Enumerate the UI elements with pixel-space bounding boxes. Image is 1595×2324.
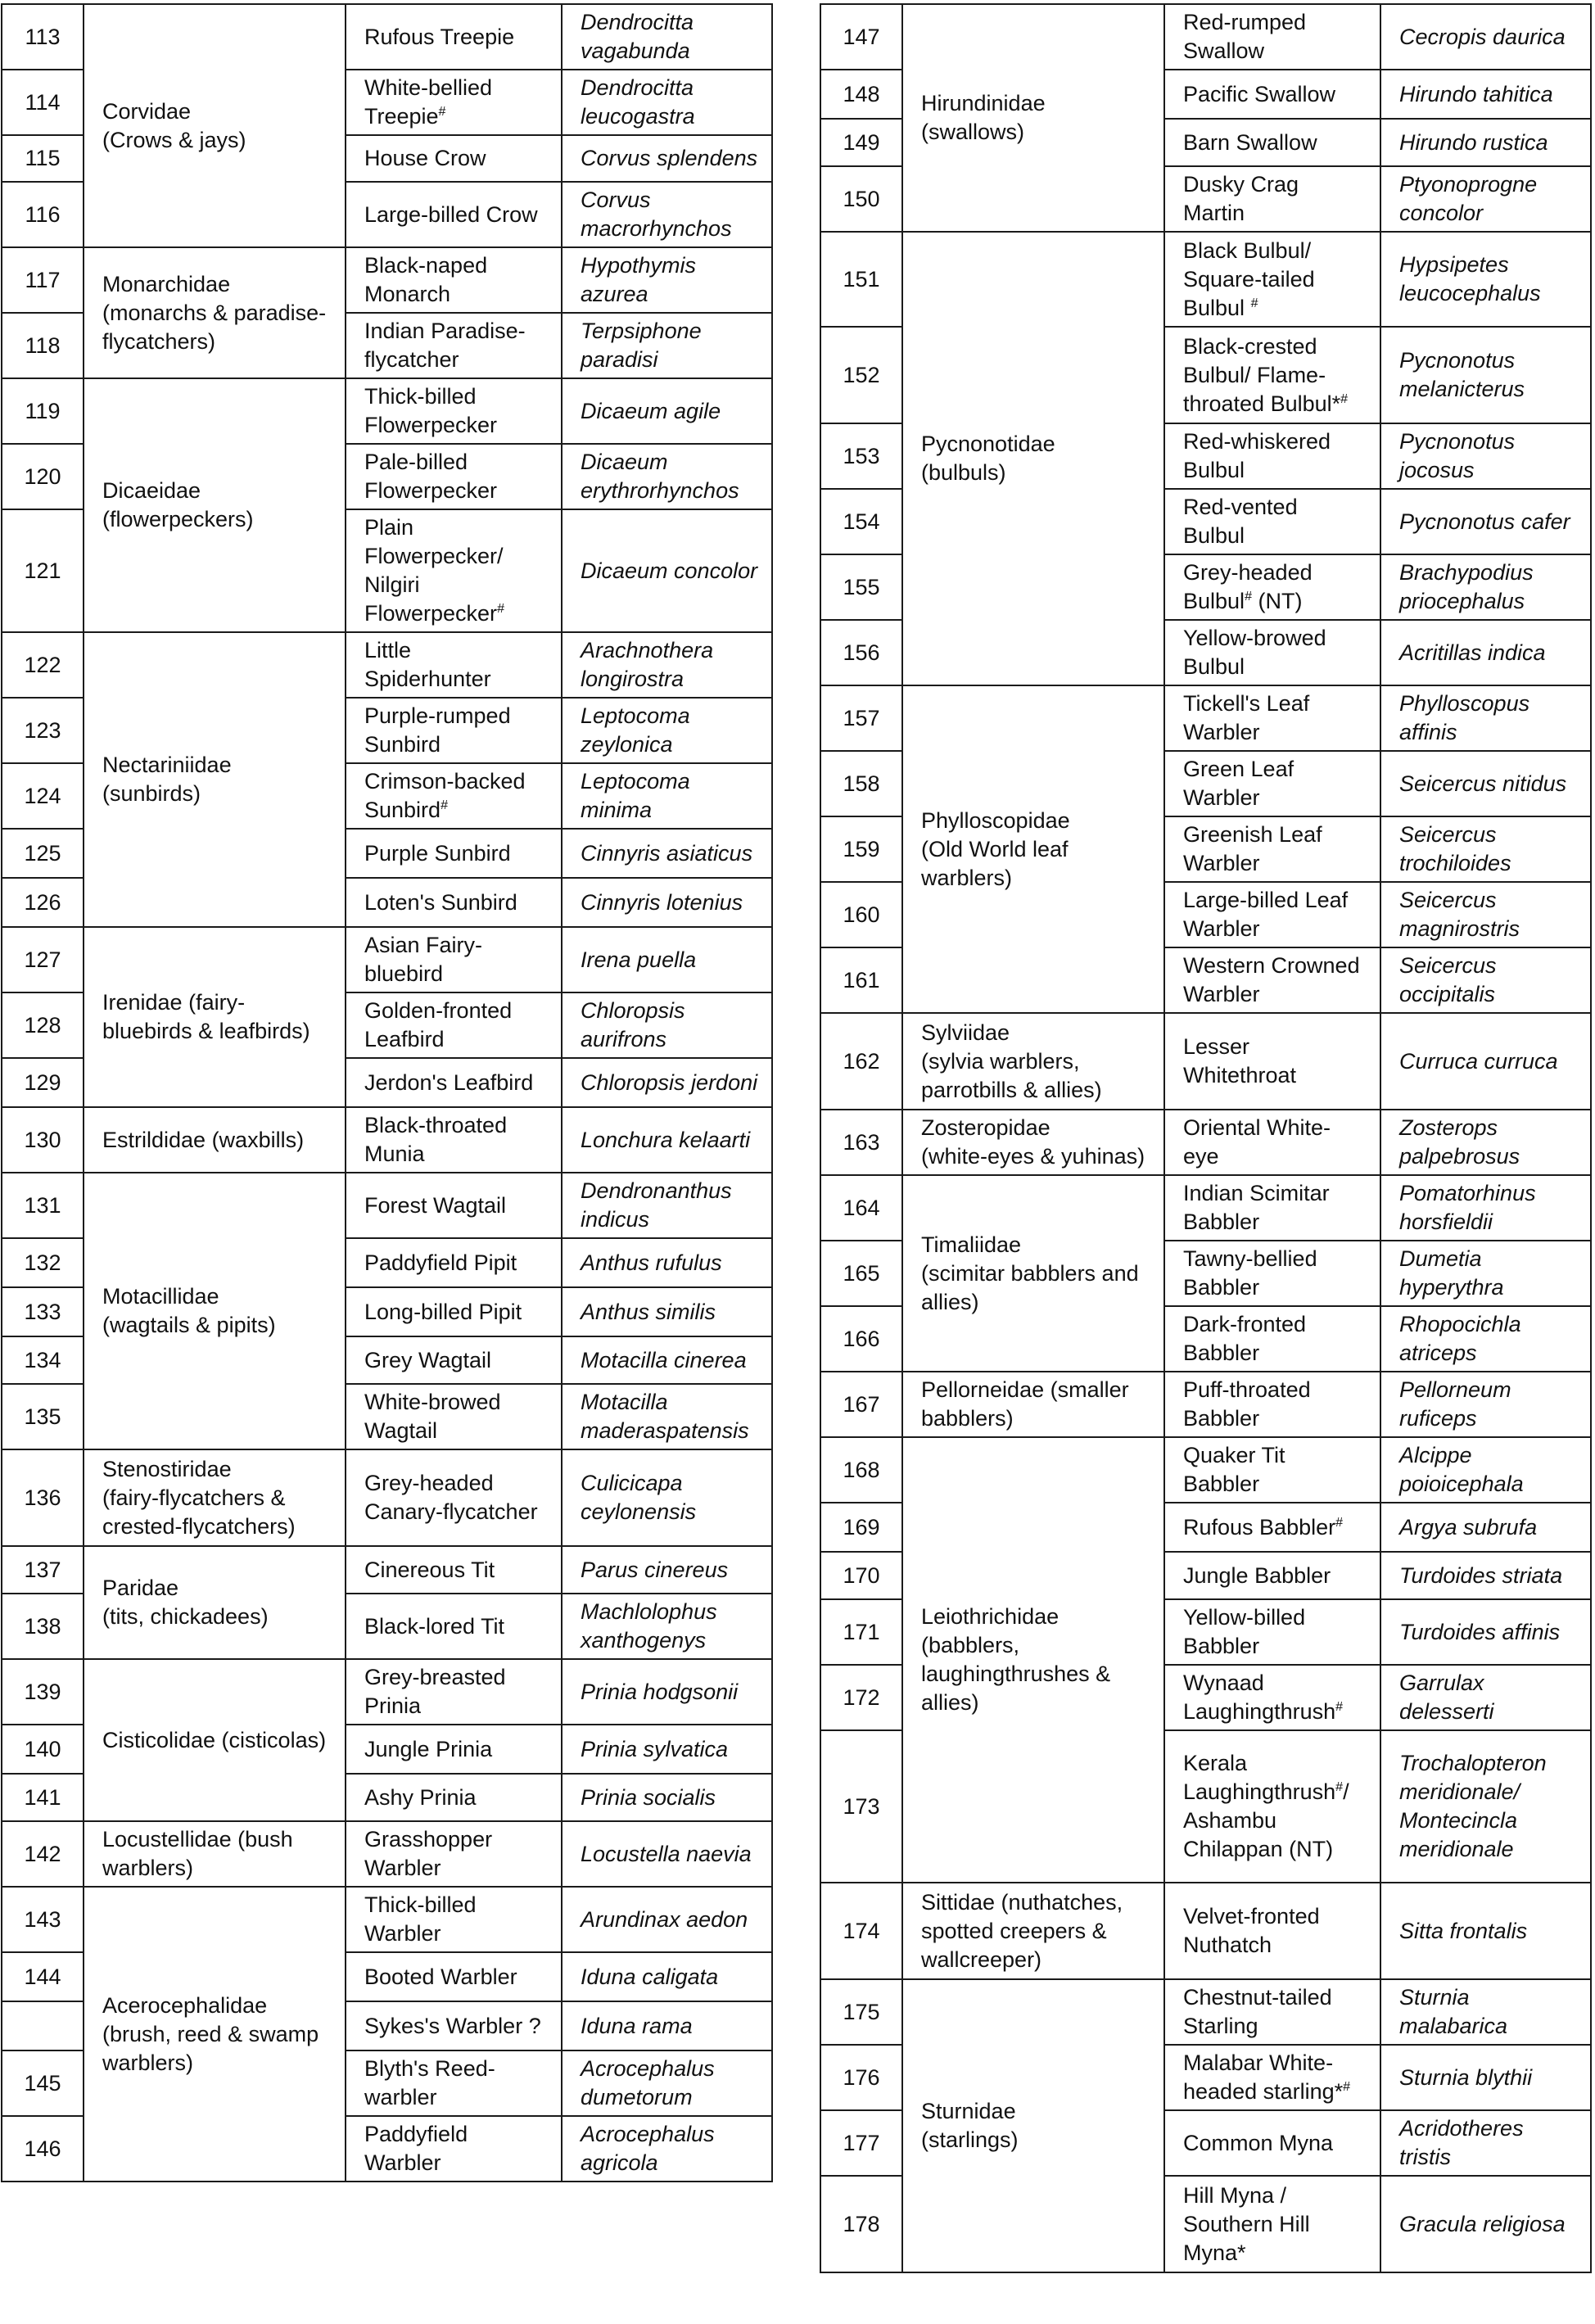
common-name: Booted Warbler <box>346 1952 562 2001</box>
common-name: Sykes's Warbler ? <box>346 2001 562 2050</box>
common-name: Loten's Sunbird <box>346 878 562 927</box>
scientific-name: Curruca curruca <box>1380 1013 1591 1110</box>
species-number: 170 <box>820 1552 902 1599</box>
common-name: Barn Swallow <box>1164 119 1380 166</box>
scientific-name: Lonchura kelaarti <box>562 1107 772 1173</box>
common-name: Plain Flowerpecker/ Nilgiri Flowerpecker# <box>346 509 562 632</box>
common-name: Cinereous Tit <box>346 1546 562 1594</box>
scientific-name: Pycnonotus cafer <box>1380 489 1591 554</box>
common-name: Little Spiderhunter <box>346 632 562 698</box>
scientific-name: Trochalopteron meridionale/ Montecincla meridionale <box>1380 1730 1591 1883</box>
common-name: Black-lored Tit <box>346 1594 562 1659</box>
scientific-name: Sturnia malabarica <box>1380 1979 1591 2045</box>
common-name: Yellow-browed Bulbul <box>1164 620 1380 685</box>
family-name: Sylviidae (sylvia warblers, parrotbills & allies) <box>902 1013 1164 1110</box>
scientific-name: Corvus splendens <box>562 135 772 182</box>
species-number: 126 <box>2 878 84 927</box>
species-number: 145 <box>2 2050 84 2116</box>
common-name: Tawny-bellied Babbler <box>1164 1241 1380 1306</box>
species-number: 177 <box>820 2110 902 2176</box>
scientific-name: Dicaeum concolor <box>562 509 772 632</box>
common-name: Jerdon's Leafbird <box>346 1058 562 1107</box>
scientific-name: Hypsipetes leucocephalus <box>1380 232 1591 327</box>
common-name: House Crow <box>346 135 562 182</box>
scientific-name: Gracula religiosa <box>1380 2176 1591 2272</box>
species-row <box>2 1659 772 1725</box>
common-name: Purple Sunbird <box>346 829 562 878</box>
common-name: Grey Wagtail <box>346 1336 562 1384</box>
scientific-name: Culicicapa ceylonensis <box>562 1449 772 1546</box>
scientific-name: Chloropsis aurifrons <box>562 992 772 1058</box>
scientific-name: Alcippe poioicephala <box>1380 1437 1591 1503</box>
species-number: 141 <box>2 1774 84 1821</box>
species-number: 150 <box>820 166 902 232</box>
common-name: Blyth's Reed- warbler <box>346 2050 562 2116</box>
common-name: Pacific Swallow <box>1164 70 1380 119</box>
species-number: 134 <box>2 1336 84 1384</box>
common-name: Dark-fronted Babbler <box>1164 1306 1380 1372</box>
species-table-right-body <box>820 4 1591 2272</box>
scientific-name: Hypothymis azurea <box>562 247 772 313</box>
scientific-name: Turdoides affinis <box>1380 1599 1591 1665</box>
scientific-name: Iduna caligata <box>562 1952 772 2001</box>
scientific-name: Garrulax delesserti <box>1380 1665 1591 1730</box>
family-name: Paridae (tits, chickadees) <box>84 1546 346 1659</box>
species-number: 167 <box>820 1372 902 1437</box>
common-name: Indian Paradise- flycatcher <box>346 313 562 378</box>
family-name: Acerocephalidae (brush, reed & swamp warblers) <box>84 1887 346 2182</box>
scientific-name: Anthus rufulus <box>562 1238 772 1287</box>
species-number: 166 <box>820 1306 902 1372</box>
species-number: 116 <box>2 182 84 247</box>
common-name: White-bellied Treepie# <box>346 70 562 135</box>
common-name: Forest Wagtail <box>346 1173 562 1238</box>
species-number: 122 <box>2 632 84 698</box>
species-number: 136 <box>2 1449 84 1546</box>
family-name: Pellorneidae (smaller babblers) <box>902 1372 1164 1437</box>
scientific-name: Seicercus trochiloides <box>1380 816 1591 882</box>
species-number: 149 <box>820 119 902 166</box>
common-name: Green Leaf Warbler <box>1164 751 1380 816</box>
species-number: 176 <box>820 2045 902 2110</box>
common-name: Rufous Treepie <box>346 4 562 70</box>
family-name: Stenostiridae (fairy-flycatchers & crested-flycatchers) <box>84 1449 346 1546</box>
species-number: 143 <box>2 1887 84 1952</box>
common-name: Hill Myna / Southern Hill Myna* <box>1164 2176 1380 2272</box>
scientific-name: Dumetia hyperythra <box>1380 1241 1591 1306</box>
common-name: Grey-headed Bulbul# (NT) <box>1164 554 1380 620</box>
common-name: Golden-fronted Leafbird <box>346 992 562 1058</box>
common-name: Jungle Babbler <box>1164 1552 1380 1599</box>
family-name: Monarchidae (monarchs & paradise- flycatchers) <box>84 247 346 378</box>
scientific-name: Rhopocichla atriceps <box>1380 1306 1591 1372</box>
species-number: 118 <box>2 313 84 378</box>
common-name: Large-billed Crow <box>346 182 562 247</box>
common-name: Common Myna <box>1164 2110 1380 2176</box>
scientific-name: Cecropis daurica <box>1380 4 1591 70</box>
common-name: Puff-throated Babbler <box>1164 1372 1380 1437</box>
scientific-name: Locustella naevia <box>562 1821 772 1887</box>
common-name: Velvet-fronted Nuthatch <box>1164 1883 1380 1979</box>
common-name: Red-rumped Swallow <box>1164 4 1380 70</box>
scientific-name: Dendrocitta vagabunda <box>562 4 772 70</box>
common-name: Red-vented Bulbul <box>1164 489 1380 554</box>
species-row <box>820 1013 1591 1110</box>
scientific-name: Anthus similis <box>562 1287 772 1336</box>
family-name: Corvidae (Crows & jays) <box>84 4 346 247</box>
family-name: Motacillidae (wagtails & pipits) <box>84 1173 346 1449</box>
species-row <box>2 4 772 70</box>
common-name: Long-billed Pipit <box>346 1287 562 1336</box>
scientific-name: Argya subrufa <box>1380 1503 1591 1552</box>
scientific-name: Acridotheres tristis <box>1380 2110 1591 2176</box>
common-name: Red-whiskered Bulbul <box>1164 423 1380 489</box>
species-number: 128 <box>2 992 84 1058</box>
scientific-name: Turdoides striata <box>1380 1552 1591 1599</box>
common-name: Grey-breasted Prinia <box>346 1659 562 1725</box>
species-number: 153 <box>820 423 902 489</box>
species-row <box>2 927 772 992</box>
species-row <box>2 378 772 444</box>
family-name: Zosteropidae (white-eyes & yuhinas) <box>902 1110 1164 1175</box>
common-name: Asian Fairy- bluebird <box>346 927 562 992</box>
species-number: 139 <box>2 1659 84 1725</box>
species-number: 151 <box>820 232 902 327</box>
common-name: Ashy Prinia <box>346 1774 562 1821</box>
species-row <box>2 1887 772 1952</box>
scientific-name: Motacilla maderaspatensis <box>562 1384 772 1449</box>
species-row <box>2 632 772 698</box>
common-name: Black-naped Monarch <box>346 247 562 313</box>
scientific-name: Cinnyris asiaticus <box>562 829 772 878</box>
common-name: Tickell's Leaf Warbler <box>1164 685 1380 751</box>
species-number: 130 <box>2 1107 84 1173</box>
common-name: Crimson-backed Sunbird# <box>346 763 562 829</box>
common-name: Jungle Prinia <box>346 1725 562 1774</box>
species-number: 142 <box>2 1821 84 1887</box>
species-number: 117 <box>2 247 84 313</box>
species-number: 162 <box>820 1013 902 1110</box>
species-row <box>820 1437 1591 1503</box>
common-name: Black-throated Munia <box>346 1107 562 1173</box>
family-name: Locustellidae (bush warblers) <box>84 1821 346 1887</box>
common-name: Large-billed Leaf Warbler <box>1164 882 1380 947</box>
common-name: Thick-billed Warbler <box>346 1887 562 1952</box>
scientific-name: Motacilla cinerea <box>562 1336 772 1384</box>
scientific-name: Arachnothera longirostra <box>562 632 772 698</box>
species-number: 154 <box>820 489 902 554</box>
species-number: 148 <box>820 70 902 119</box>
species-number: 132 <box>2 1238 84 1287</box>
common-name: Western Crowned Warbler <box>1164 947 1380 1013</box>
species-row <box>2 1449 772 1546</box>
species-number: 144 <box>2 1952 84 2001</box>
species-row <box>820 1372 1591 1437</box>
family-name: Pycnonotidae (bulbuls) <box>902 232 1164 685</box>
common-name: Paddyfield Warbler <box>346 2116 562 2182</box>
species-number: 119 <box>2 378 84 444</box>
species-number: 161 <box>820 947 902 1013</box>
family-name: Sittidae (nuthatches, spotted creepers & wallcreeper) <box>902 1883 1164 1979</box>
family-name: Cisticolidae (cisticolas) <box>84 1659 346 1821</box>
scientific-name: Hirundo rustica <box>1380 119 1591 166</box>
species-row <box>2 1107 772 1173</box>
scientific-name: Pomatorhinus horsfieldii <box>1380 1175 1591 1241</box>
family-name: Sturnidae (starlings) <box>902 1979 1164 2272</box>
scientific-name: Leptocoma zeylonica <box>562 698 772 763</box>
species-number: 123 <box>2 698 84 763</box>
species-row <box>820 685 1591 751</box>
scientific-name: Prinia socialis <box>562 1774 772 1821</box>
species-row <box>820 1175 1591 1241</box>
scientific-name: Dendronanthus indicus <box>562 1173 772 1238</box>
species-number: 120 <box>2 444 84 509</box>
scientific-name: Corvus macrorhynchos <box>562 182 772 247</box>
species-number: 174 <box>820 1883 902 1979</box>
scientific-name: Acrocephalus agricola <box>562 2116 772 2182</box>
species-row <box>2 1821 772 1887</box>
species-number: 155 <box>820 554 902 620</box>
common-name: Pale-billed Flowerpecker <box>346 444 562 509</box>
species-row <box>820 1883 1591 1979</box>
scientific-name: Ptyonoprogne concolor <box>1380 166 1591 232</box>
species-number: 156 <box>820 620 902 685</box>
species-number: 140 <box>2 1725 84 1774</box>
common-name: Grasshopper Warbler <box>346 1821 562 1887</box>
species-number: 125 <box>2 829 84 878</box>
species-number: 164 <box>820 1175 902 1241</box>
species-table-left <box>1 3 773 2182</box>
scientific-name: Seicercus occipitalis <box>1380 947 1591 1013</box>
family-name: Hirundinidae (swallows) <box>902 4 1164 232</box>
scientific-name: Phylloscopus affinis <box>1380 685 1591 751</box>
species-number: 178 <box>820 2176 902 2272</box>
species-number <box>2 2001 84 2050</box>
species-number: 127 <box>2 927 84 992</box>
species-row <box>820 1979 1591 2045</box>
family-name: Estrildidae (waxbills) <box>84 1107 346 1173</box>
scientific-name: Dendrocitta leucogastra <box>562 70 772 135</box>
scientific-name: Dicaeum erythrorhynchos <box>562 444 772 509</box>
scientific-name: Sitta frontalis <box>1380 1883 1591 1979</box>
species-row <box>2 1173 772 1238</box>
common-name: Kerala Laughingthrush#/ Ashambu Chilappan (NT) <box>1164 1730 1380 1883</box>
species-number: 115 <box>2 135 84 182</box>
scientific-name: Dicaeum agile <box>562 378 772 444</box>
species-row <box>820 232 1591 327</box>
common-name: White-browed Wagtail <box>346 1384 562 1449</box>
family-name: Nectariniidae (sunbirds) <box>84 632 346 927</box>
scientific-name: Leptocoma minima <box>562 763 772 829</box>
family-name: Dicaeidae (flowerpeckers) <box>84 378 346 632</box>
common-name: Quaker Tit Babbler <box>1164 1437 1380 1503</box>
common-name: Lesser Whitethroat <box>1164 1013 1380 1110</box>
common-name: Black Bulbul/ Square-tailed Bulbul # <box>1164 232 1380 327</box>
common-name: Black-crested Bulbul/ Flame- throated Bulbul*# <box>1164 327 1380 423</box>
scientific-name: Parus cinereus <box>562 1546 772 1594</box>
species-row <box>820 4 1591 70</box>
species-number: 113 <box>2 4 84 70</box>
species-number: 168 <box>820 1437 902 1503</box>
scientific-name: Iduna rama <box>562 2001 772 2050</box>
common-name: Dusky Crag Martin <box>1164 166 1380 232</box>
species-row <box>2 1546 772 1594</box>
species-row <box>820 1110 1591 1175</box>
species-row <box>2 247 772 313</box>
species-number: 137 <box>2 1546 84 1594</box>
species-table-right <box>820 3 1592 2273</box>
common-name: Wynaad Laughingthrush# <box>1164 1665 1380 1730</box>
scientific-name: Arundinax aedon <box>562 1887 772 1952</box>
scientific-name: Cinnyris lotenius <box>562 878 772 927</box>
species-number: 157 <box>820 685 902 751</box>
scientific-name: Prinia hodgsonii <box>562 1659 772 1725</box>
family-name: Irenidae (fairy- bluebirds & leafbirds) <box>84 927 346 1107</box>
species-number: 114 <box>2 70 84 135</box>
scientific-name: Machlolophus xanthogenys <box>562 1594 772 1659</box>
common-name: Oriental White- eye <box>1164 1110 1380 1175</box>
species-number: 138 <box>2 1594 84 1659</box>
common-name: Chestnut-tailed Starling <box>1164 1979 1380 2045</box>
scientific-name: Pellorneum ruficeps <box>1380 1372 1591 1437</box>
common-name: Purple-rumped Sunbird <box>346 698 562 763</box>
common-name: Malabar White- headed starling*# <box>1164 2045 1380 2110</box>
scientific-name: Acrocephalus dumetorum <box>562 2050 772 2116</box>
species-number: 163 <box>820 1110 902 1175</box>
species-number: 172 <box>820 1665 902 1730</box>
scientific-name: Pycnonotus jocosus <box>1380 423 1591 489</box>
common-name: Indian Scimitar Babbler <box>1164 1175 1380 1241</box>
scientific-name: Terpsiphone paradisi <box>562 313 772 378</box>
species-number: 146 <box>2 2116 84 2182</box>
species-number: 133 <box>2 1287 84 1336</box>
species-number: 159 <box>820 816 902 882</box>
scientific-name: Prinia sylvatica <box>562 1725 772 1774</box>
scientific-name: Irena puella <box>562 927 772 992</box>
scientific-name: Brachypodius priocephalus <box>1380 554 1591 620</box>
common-name: Rufous Babbler# <box>1164 1503 1380 1552</box>
species-number: 175 <box>820 1979 902 2045</box>
species-number: 121 <box>2 509 84 632</box>
scientific-name: Seicercus magnirostris <box>1380 882 1591 947</box>
scientific-name: Acritillas indica <box>1380 620 1591 685</box>
species-number: 158 <box>820 751 902 816</box>
scientific-name: Chloropsis jerdoni <box>562 1058 772 1107</box>
common-name: Paddyfield Pipit <box>346 1238 562 1287</box>
scientific-name: Seicercus nitidus <box>1380 751 1591 816</box>
species-number: 165 <box>820 1241 902 1306</box>
species-number: 152 <box>820 327 902 423</box>
scientific-name: Sturnia blythii <box>1380 2045 1591 2110</box>
species-number: 160 <box>820 882 902 947</box>
scientific-name: Zosterops palpebrosus <box>1380 1110 1591 1175</box>
species-table-left-body <box>2 4 772 2182</box>
family-name: Timaliidae (scimitar babblers and allies) <box>902 1175 1164 1372</box>
common-name: Greenish Leaf Warbler <box>1164 816 1380 882</box>
species-number: 169 <box>820 1503 902 1552</box>
species-number: 147 <box>820 4 902 70</box>
common-name: Grey-headed Canary-flycatcher <box>346 1449 562 1546</box>
species-number: 173 <box>820 1730 902 1883</box>
species-number: 129 <box>2 1058 84 1107</box>
species-number: 124 <box>2 763 84 829</box>
scientific-name: Hirundo tahitica <box>1380 70 1591 119</box>
family-name: Leiothrichidae (babblers, laughingthrushes & allies) <box>902 1437 1164 1883</box>
species-number: 135 <box>2 1384 84 1449</box>
common-name: Yellow-billed Babbler <box>1164 1599 1380 1665</box>
scientific-name: Pycnonotus melanicterus <box>1380 327 1591 423</box>
species-number: 131 <box>2 1173 84 1238</box>
common-name: Thick-billed Flowerpecker <box>346 378 562 444</box>
species-number: 171 <box>820 1599 902 1665</box>
family-name: Phylloscopidae (Old World leaf warblers) <box>902 685 1164 1013</box>
